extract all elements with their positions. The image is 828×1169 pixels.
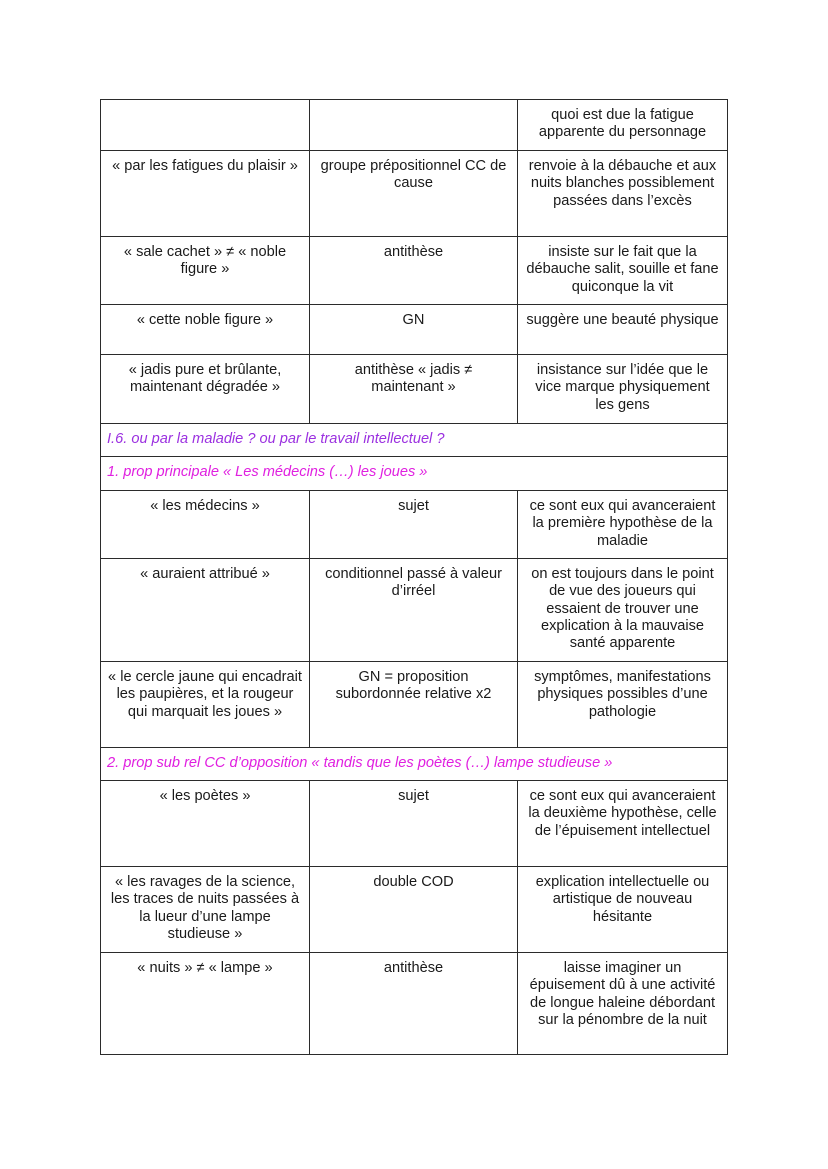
table-row — [101, 953, 728, 1055]
table-row — [101, 355, 728, 424]
analysis-table — [100, 99, 728, 1055]
quote-cell: « auraient attribué » — [101, 559, 310, 662]
table-row — [101, 237, 728, 305]
effect-cell: on est toujours dans le point de vue des joueurs qui essaient de trouver une explication à la mauvaise santé apparente — [518, 559, 728, 662]
device-cell: GN = proposition subordonnée relative x2 — [310, 662, 518, 748]
section-heading: I.6. ou par la maladie ? ou par le travail intellectuel ? — [101, 424, 728, 457]
quote-cell: « nuits » ≠ « lampe » — [101, 953, 310, 1055]
device-cell: sujet — [310, 491, 518, 559]
effect-cell: explication intellectuelle ou artistique de nouveau hésitante — [518, 867, 728, 953]
quote-cell: « les poètes » — [101, 781, 310, 867]
subsection-heading-row — [101, 457, 728, 491]
table-row — [101, 781, 728, 867]
table-row — [101, 491, 728, 559]
subsection-heading: 2. prop sub rel CC d’opposition « tandis que les poètes (…) lampe studieuse » — [101, 748, 728, 781]
table-row — [101, 867, 728, 953]
quote-cell: « sale cachet » ≠ « noble figure » — [101, 237, 310, 305]
subsection-heading-row — [101, 748, 728, 781]
device-cell: antithèse « jadis ≠ maintenant » — [310, 355, 518, 424]
effect-cell: ce sont eux qui avanceraient la deuxième hypothèse, celle de l’épuisement intellectuel — [518, 781, 728, 867]
device-cell: groupe prépositionnel CC de cause — [310, 151, 518, 237]
effect-cell: insiste sur le fait que la débauche salit, souille et fane quiconque la vit — [518, 237, 728, 305]
quote-cell: « par les fatigues du plaisir » — [101, 151, 310, 237]
effect-cell: laisse imaginer un épuisement dû à une activité de longue haleine débordant sur la pénombre de la nuit — [518, 953, 728, 1055]
quote-cell: « les ravages de la science, les traces de nuits passées à la lueur d’une lampe studieuse » — [101, 867, 310, 953]
table-row — [101, 559, 728, 662]
quote-cell: « le cercle jaune qui encadrait les paupières, et la rougeur qui marquait les joues » — [101, 662, 310, 748]
effect-cell: symptômes, manifestations physiques possibles d’une pathologie — [518, 662, 728, 748]
device-cell: double COD — [310, 867, 518, 953]
effect-cell: renvoie à la débauche et aux nuits blanches possiblement passées dans l’excès — [518, 151, 728, 237]
table-row — [101, 151, 728, 237]
table-row — [101, 305, 728, 355]
quote-cell: « jadis pure et brûlante, maintenant dégradée » — [101, 355, 310, 424]
device-cell: sujet — [310, 781, 518, 867]
device-cell — [310, 100, 518, 151]
effect-cell: suggère une beauté physique — [518, 305, 728, 355]
device-cell: conditionnel passé à valeur d’irréel — [310, 559, 518, 662]
effect-cell: insistance sur l’idée que le vice marque physiquement les gens — [518, 355, 728, 424]
subsection-heading: 1. prop principale « Les médecins (…) les joues » — [101, 457, 728, 491]
device-cell: antithèse — [310, 953, 518, 1055]
device-cell: GN — [310, 305, 518, 355]
analysis-table-body — [101, 100, 728, 1055]
table-row — [101, 100, 728, 151]
table-row — [101, 662, 728, 748]
quote-cell — [101, 100, 310, 151]
device-cell: antithèse — [310, 237, 518, 305]
effect-cell: ce sont eux qui avanceraient la première hypothèse de la maladie — [518, 491, 728, 559]
section-heading-row — [101, 424, 728, 457]
quote-cell: « les médecins » — [101, 491, 310, 559]
effect-cell: quoi est due la fatigue apparente du personnage — [518, 100, 728, 151]
quote-cell: « cette noble figure » — [101, 305, 310, 355]
